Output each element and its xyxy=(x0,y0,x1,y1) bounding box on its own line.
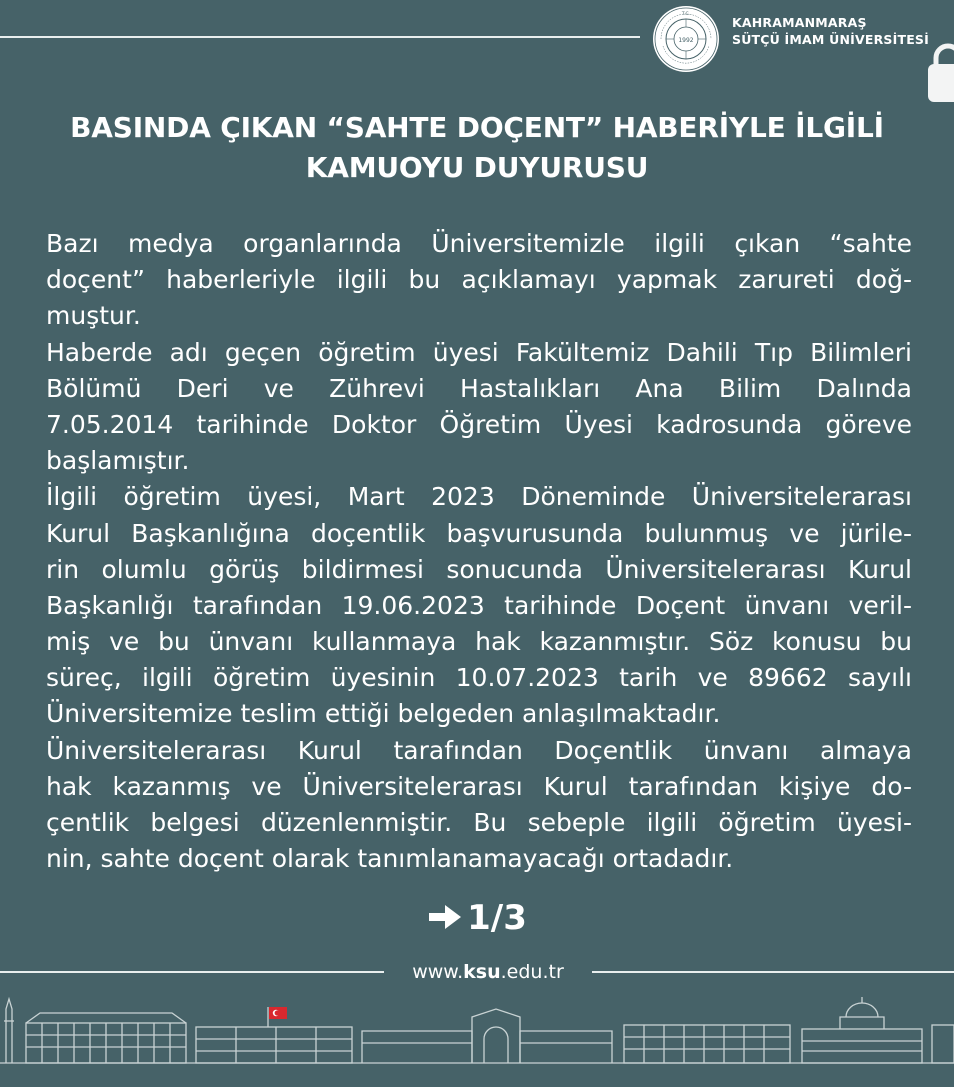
body-text-line: başlamıştır. xyxy=(46,446,190,476)
body-text-line: Bazı medya organlarında Üniversitemizle ilgili çıkan “sahte xyxy=(46,229,912,258)
campus-skyline-illustration xyxy=(0,995,954,1087)
footer-divider-left xyxy=(0,971,384,973)
body-text-line: 7.05.2014 tarihinde Doktor Öğretim Üyesi kadrosunda göreve xyxy=(46,409,912,439)
arrow-right-icon xyxy=(427,903,463,931)
announcement-body xyxy=(46,226,912,877)
body-text-line: Kurul Başkanlığına doçentlik başvurusunda bulunmuş ve jürile- xyxy=(46,518,912,548)
body-text-line: muştur. xyxy=(46,301,141,331)
body-text-line: Üniversitelerarası Kurul tarafından Doçentlik ünvanı almaya xyxy=(46,735,912,765)
page-number: 1/3 xyxy=(467,898,527,938)
body-text-line: Üniversitemize teslim ettiği belgeden anlaşılmaktadır. xyxy=(46,699,721,729)
body-text-line: İlgili öğretim üyesi, Mart 2023 Döneminde Üniversitelerarası xyxy=(46,482,912,512)
footer-divider-right xyxy=(592,971,954,973)
body-text-line: Bölümü Deri ve Zührevi Hastalıkları Ana Bilim Dalında xyxy=(46,373,912,403)
body-text-line: rin olumlu görüş bildirmesi sonucunda Üniversitelerarası Kurul xyxy=(46,554,912,584)
website-prefix: www. xyxy=(412,961,464,983)
body-text-line: çentlik belgesi düzenlenmiştir. Bu sebeple ilgili öğretim üyesi- xyxy=(46,808,912,837)
title-line-2: KAMUOYU DUYURUSU xyxy=(305,151,649,184)
university-seal-logo xyxy=(651,4,721,74)
body-text-line: Haberde adı geçen öğretim üyesi Fakültemiz Dahili Tıp Bilimleri xyxy=(46,337,912,367)
body-text-line: hak kazanmış ve Üniversitelerarası Kurul tarafından kişiye do- xyxy=(46,771,912,801)
title-line-1: BASINDA ÇIKAN “SAHTE DOÇENT” HABERİYLE İLGİLİ xyxy=(70,111,884,144)
university-name-line1: KAHRAMANMARAŞ xyxy=(732,15,867,30)
university-name xyxy=(732,14,929,48)
body-text-line: doçent” haberleriyle ilgili bu açıklamayı yapmak zarureti doğ- xyxy=(46,265,912,295)
svg-text:1992: 1992 xyxy=(678,37,694,44)
body-text-line: miş ve bu ünvanı kullanmaya hak kazanmıştır. Söz konusu bu xyxy=(46,627,912,657)
announcement-title xyxy=(20,108,934,188)
lock-icon[interactable] xyxy=(928,36,954,102)
body-text-line: nin, sahte doçent olarak tanımlanamayacağı ortadadır. xyxy=(46,844,734,874)
university-name-line2: SÜTÇÜ İMAM ÜNİVERSİTESİ xyxy=(732,32,929,47)
page-indicator xyxy=(0,898,954,938)
body-text-line: Başkanlığı tarafından 19.06.2023 tarihinde Doçent ünvanı veril- xyxy=(46,590,912,620)
website-link[interactable] xyxy=(388,958,588,986)
website-brand: ksu xyxy=(463,961,501,983)
svg-text:T.C.: T.C. xyxy=(681,12,691,17)
body-text-line: süreç, ilgili öğretim üyesinin 10.07.2023 tarih ve 89662 sayılı xyxy=(46,663,912,693)
website-suffix: .edu.tr xyxy=(500,961,564,983)
header-divider-line xyxy=(0,36,640,38)
